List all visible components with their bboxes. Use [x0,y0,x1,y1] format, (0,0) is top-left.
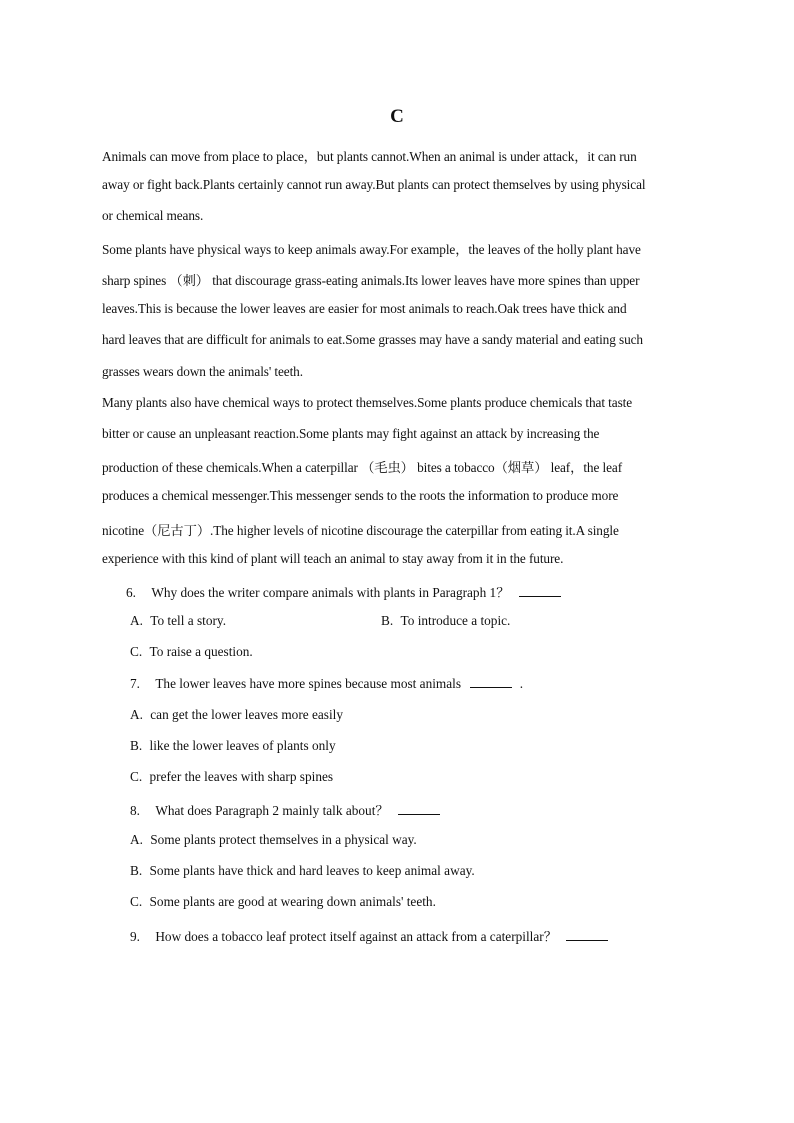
option-letter: B. [130,863,143,878]
passage-line: leaves.This is because the lower leaves are easier for most animals to reach.Oak trees have thick and [102,301,627,316]
question-8-option-b[interactable] [130,863,475,879]
passage-line: produces a chemical messenger.This messenger sends to the roots the information to produce more [102,488,619,503]
answer-blank[interactable] [566,930,608,941]
question-number: 7. [130,676,140,691]
question-6-option-c[interactable] [130,644,253,660]
question-8-option-c[interactable] [130,894,436,910]
question-end-punctuation: . [519,676,524,691]
passage-line: Some plants have physical ways to keep animals away.For example，the leaves of the holly plant have [102,242,641,257]
answer-blank[interactable] [470,677,512,688]
question-7-option-c[interactable] [130,769,333,785]
question-7-option-b[interactable] [130,738,336,754]
answer-blank[interactable] [398,804,440,815]
question-stem: The lower leaves have more spines because most animals [155,676,462,691]
option-text: To raise a question. [149,644,253,659]
question-8 [130,800,440,819]
option-letter: A. [130,832,143,847]
option-text: prefer the leaves with sharp spines [149,769,334,784]
passage-line: Animals can move from place to place，but plants cannot.When an animal is under attack，it can run [102,149,637,164]
option-letter: C. [130,769,143,784]
question-number: 6. [126,585,136,600]
question-7 [130,676,523,692]
option-letter: B. [381,613,394,628]
question-8-option-a[interactable] [130,832,417,848]
passage-line: nicotine（尼古丁）.The higher levels of nicotine discourage the caterpillar from eating it.A single [102,523,619,538]
option-letter: A. [130,613,143,628]
option-text: To introduce a topic. [400,613,511,628]
option-text: like the lower leaves of plants only [149,738,336,753]
passage-line: production of these chemicals.When a caterpillar （毛虫） bites a tobacco（烟草） leaf，the leaf [102,460,623,475]
passage-line: away or fight back.Plants certainly cannot run away.But plants can protect themselves by using physical [102,177,646,192]
passage-line: hard leaves that are difficult for animals to eat.Some grasses may have a sandy material and eating such [102,332,643,347]
passage-line: sharp spines （刺） that discourage grass-eating animals.Its lower leaves have more spines than upper [102,273,640,288]
option-letter: C. [130,894,143,909]
passage-line: grasses wears down the animals' teeth. [102,364,303,379]
question-6-option-b[interactable] [381,613,510,629]
option-letter: C. [130,644,143,659]
question-7-option-a[interactable] [130,707,343,723]
passage-line: bitter or cause an unpleasant reaction.Some plants may fight against an attack by increasing the [102,426,600,441]
question-number: 9. [130,929,140,944]
question-stem: What does Paragraph 2 mainly talk about？ [155,803,389,818]
option-text: Some plants have thick and hard leaves to keep animal away. [149,863,475,878]
section-title: C [390,106,404,127]
question-stem: Why does the writer compare animals with plants in Paragraph 1？ [151,585,510,600]
option-text: can get the lower leaves more easily [150,707,343,722]
answer-blank[interactable] [519,586,561,597]
option-text: Some plants are good at wearing down animals' teeth. [149,894,436,909]
question-6 [126,582,561,601]
option-text: To tell a story. [150,613,227,628]
passage-line: experience with this kind of plant will teach an animal to stay away from it in the future. [102,551,564,566]
option-text: Some plants protect themselves in a physical way. [150,832,417,847]
question-stem: How does a tobacco leaf protect itself against an attack from a caterpillar？ [155,929,557,944]
question-9 [130,926,608,945]
question-number: 8. [130,803,140,818]
passage-line: or chemical means. [102,208,204,223]
passage-line: Many plants also have chemical ways to protect themselves.Some plants produce chemicals that taste [102,395,633,410]
option-letter: B. [130,738,143,753]
question-6-option-a[interactable] [130,613,226,629]
option-letter: A. [130,707,143,722]
